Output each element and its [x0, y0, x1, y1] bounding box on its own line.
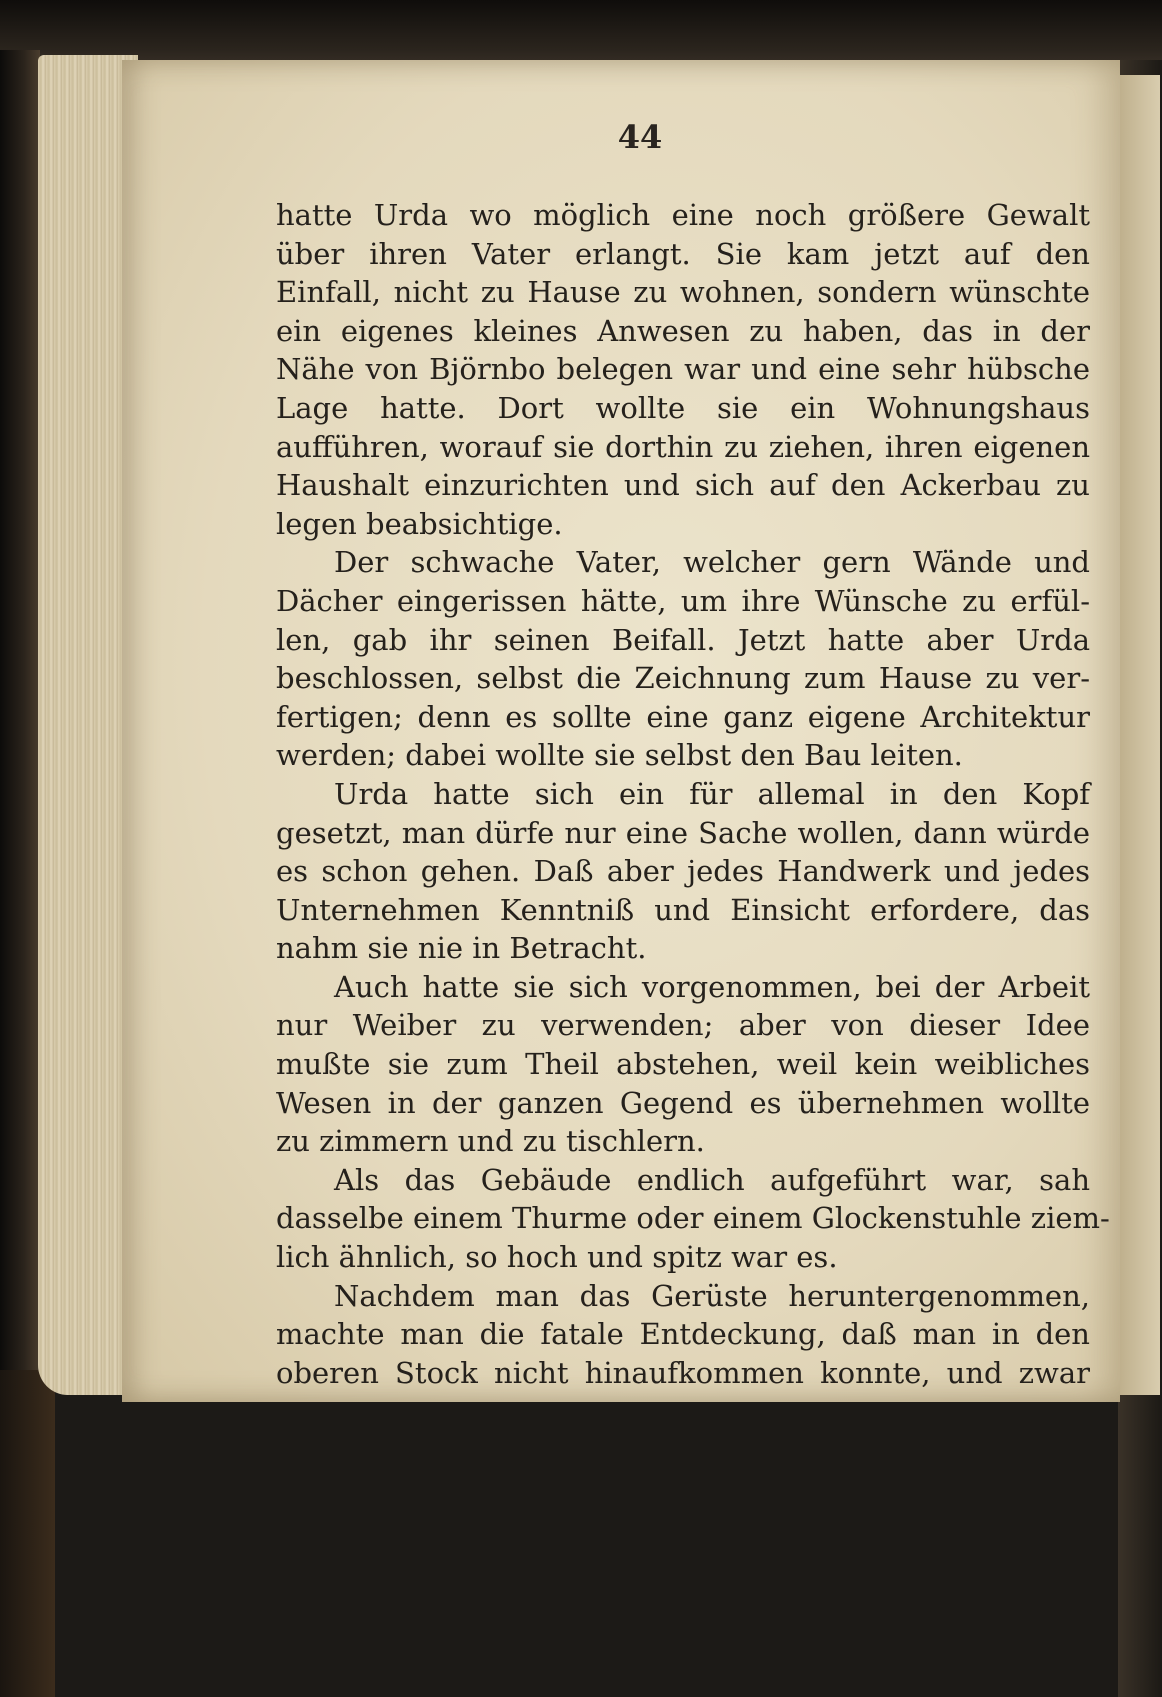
text-line: Wesen in der ganzen Gegend es übernehmen wollte: [276, 1085, 1090, 1120]
text-line: fertigen; denn es sollte eine ganz eigene Architektur: [276, 699, 1090, 734]
page-number: 44: [617, 118, 663, 156]
binding-left-lower: [0, 1370, 55, 1697]
text-line: hatte Urda wo möglich eine noch größere Gewalt: [276, 198, 1090, 232]
text-line: dasselbe einem Thurme oder einem Glockenstuhle ziem-: [276, 1201, 1110, 1236]
text-line: beschlossen, selbst die Zeichnung zum Hause zu ver-: [276, 661, 1090, 696]
text-line: Auch hatte sie sich vorgenommen, bei der Arbeit: [334, 969, 1090, 1004]
text-line: werden; dabei wollte sie selbst den Bau leiten.: [276, 738, 963, 773]
text-line: ein eigenes kleines Anwesen zu haben, das in der: [276, 313, 1090, 348]
text-line: Nachdem man das Gerüste heruntergenommen,: [334, 1278, 1090, 1313]
text-line: Unternehmen Kenntniß und Einsicht erfordere, das: [276, 892, 1090, 927]
text-line: zu zimmern und zu tischlern.: [276, 1124, 705, 1159]
text-line: Urda hatte sich ein für allemal in den Kopf: [334, 776, 1090, 811]
text-line: lich ähnlich, so hoch und spitz war es.: [276, 1240, 838, 1275]
text-line: nahm sie nie in Betracht.: [276, 931, 647, 966]
text-line: Als das Gebäude endlich aufgeführt war, sah: [334, 1162, 1090, 1197]
text-line: Haushalt einzurichten und sich auf den Ackerbau zu: [276, 468, 1090, 503]
text-line: mußte sie zum Theil abstehen, weil kein weibliches: [276, 1047, 1090, 1082]
text-line: über ihren Vater erlangt. Sie kam jetzt auf den: [276, 236, 1090, 271]
text-line: legen beabsichtige.: [276, 506, 563, 541]
text-line: gesetzt, man dürfe nur eine Sache wollen, dann würde: [276, 815, 1090, 850]
text-line: oberen Stock nicht hinaufkommen konnte, und zwar: [276, 1355, 1090, 1390]
text-line: es schon gehen. Daß aber jedes Handwerk und jedes: [276, 854, 1090, 889]
page-text: [276, 196, 1110, 1392]
text-line: machte man die fatale Entdeckung, daß man in den: [276, 1317, 1090, 1352]
text-line: len, gab ihr seinen Beifall. Jetzt hatte aber Urda: [276, 622, 1090, 657]
text-line: Lage hatte. Dort wollte sie ein Wohnungshaus: [276, 390, 1090, 425]
text-line: Der schwache Vater, welcher gern Wände und: [334, 545, 1090, 580]
text-line: Nähe von Björnbo belegen war und eine sehr hübsche: [276, 352, 1090, 387]
facing-page-edge: [1120, 75, 1160, 1395]
text-line: Einfall, nicht zu Hause zu wohnen, sondern wünschte: [276, 275, 1090, 310]
text-line: aufführen, worauf sie dorthin zu ziehen, ihren eigenen: [276, 429, 1090, 464]
text-line: nur Weiber zu verwenden; aber von dieser Idee: [276, 1008, 1090, 1043]
text-line: Dächer eingerissen hätte, um ihre Wünsche zu erfül-: [276, 583, 1090, 618]
